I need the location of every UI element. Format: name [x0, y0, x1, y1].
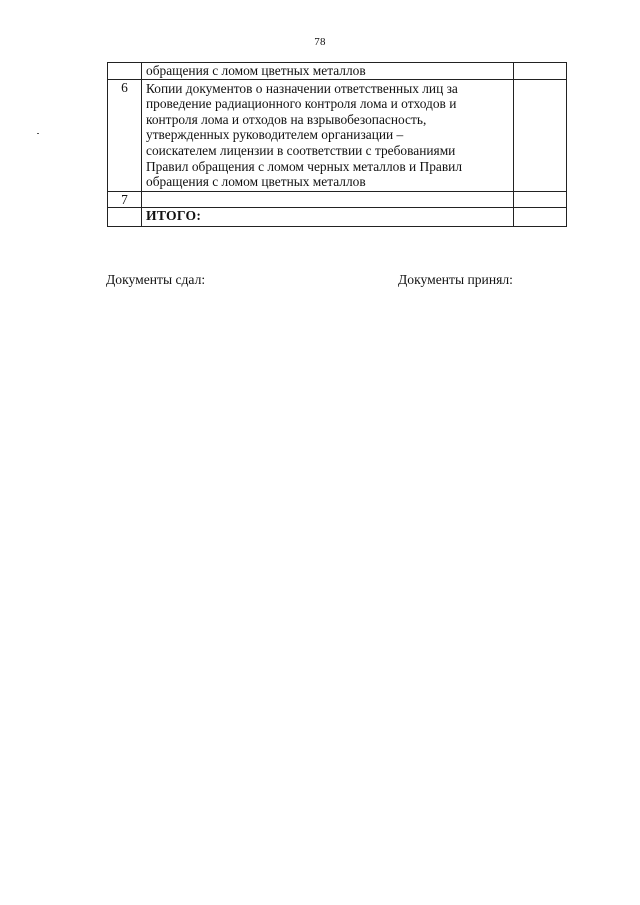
row-mark-cell [514, 191, 567, 208]
description-line: обращения с ломом цветных металлов [146, 174, 366, 190]
description-line: соискателем лицензии в соответствии с требованиями [146, 142, 456, 158]
table-row-total [108, 208, 567, 227]
description-line: Копии документов о назначении ответственных лиц за [146, 80, 458, 96]
description-line: Правил обращения с ломом черных металлов и Правил [146, 158, 463, 174]
row-mark-cell [514, 79, 567, 191]
row-number-cell: 7 [108, 191, 142, 208]
page-number: 78 [314, 36, 326, 48]
table-row-continuation [108, 63, 567, 80]
margin-mark [37, 133, 39, 134]
documents-submitted-label: Документы сдал: [106, 272, 206, 287]
row-mark-cell [514, 63, 567, 80]
documents-table [107, 62, 567, 227]
row-description-cell: обращения с ломом цветных металлов [142, 63, 514, 80]
row-number-cell [108, 63, 142, 80]
row-number-cell: 6 [108, 79, 142, 191]
row-number-cell [108, 208, 142, 227]
description-line: контроля лома и отходов на взрывобезопасность, [146, 111, 427, 127]
description-line: утвержденных руководителем организации – [146, 127, 404, 143]
description-line: проведение радиационного контроля лома и отходов и [146, 96, 457, 112]
row-description-cell [142, 191, 514, 208]
table-row-7 [108, 191, 567, 208]
table-row-6 [108, 79, 567, 191]
row-description-cell [142, 79, 514, 191]
documents-received-label: Документы принял: [398, 272, 513, 287]
total-label-cell [142, 208, 514, 227]
total-label: ИТОГО: [146, 208, 202, 224]
row-mark-cell [514, 208, 567, 227]
